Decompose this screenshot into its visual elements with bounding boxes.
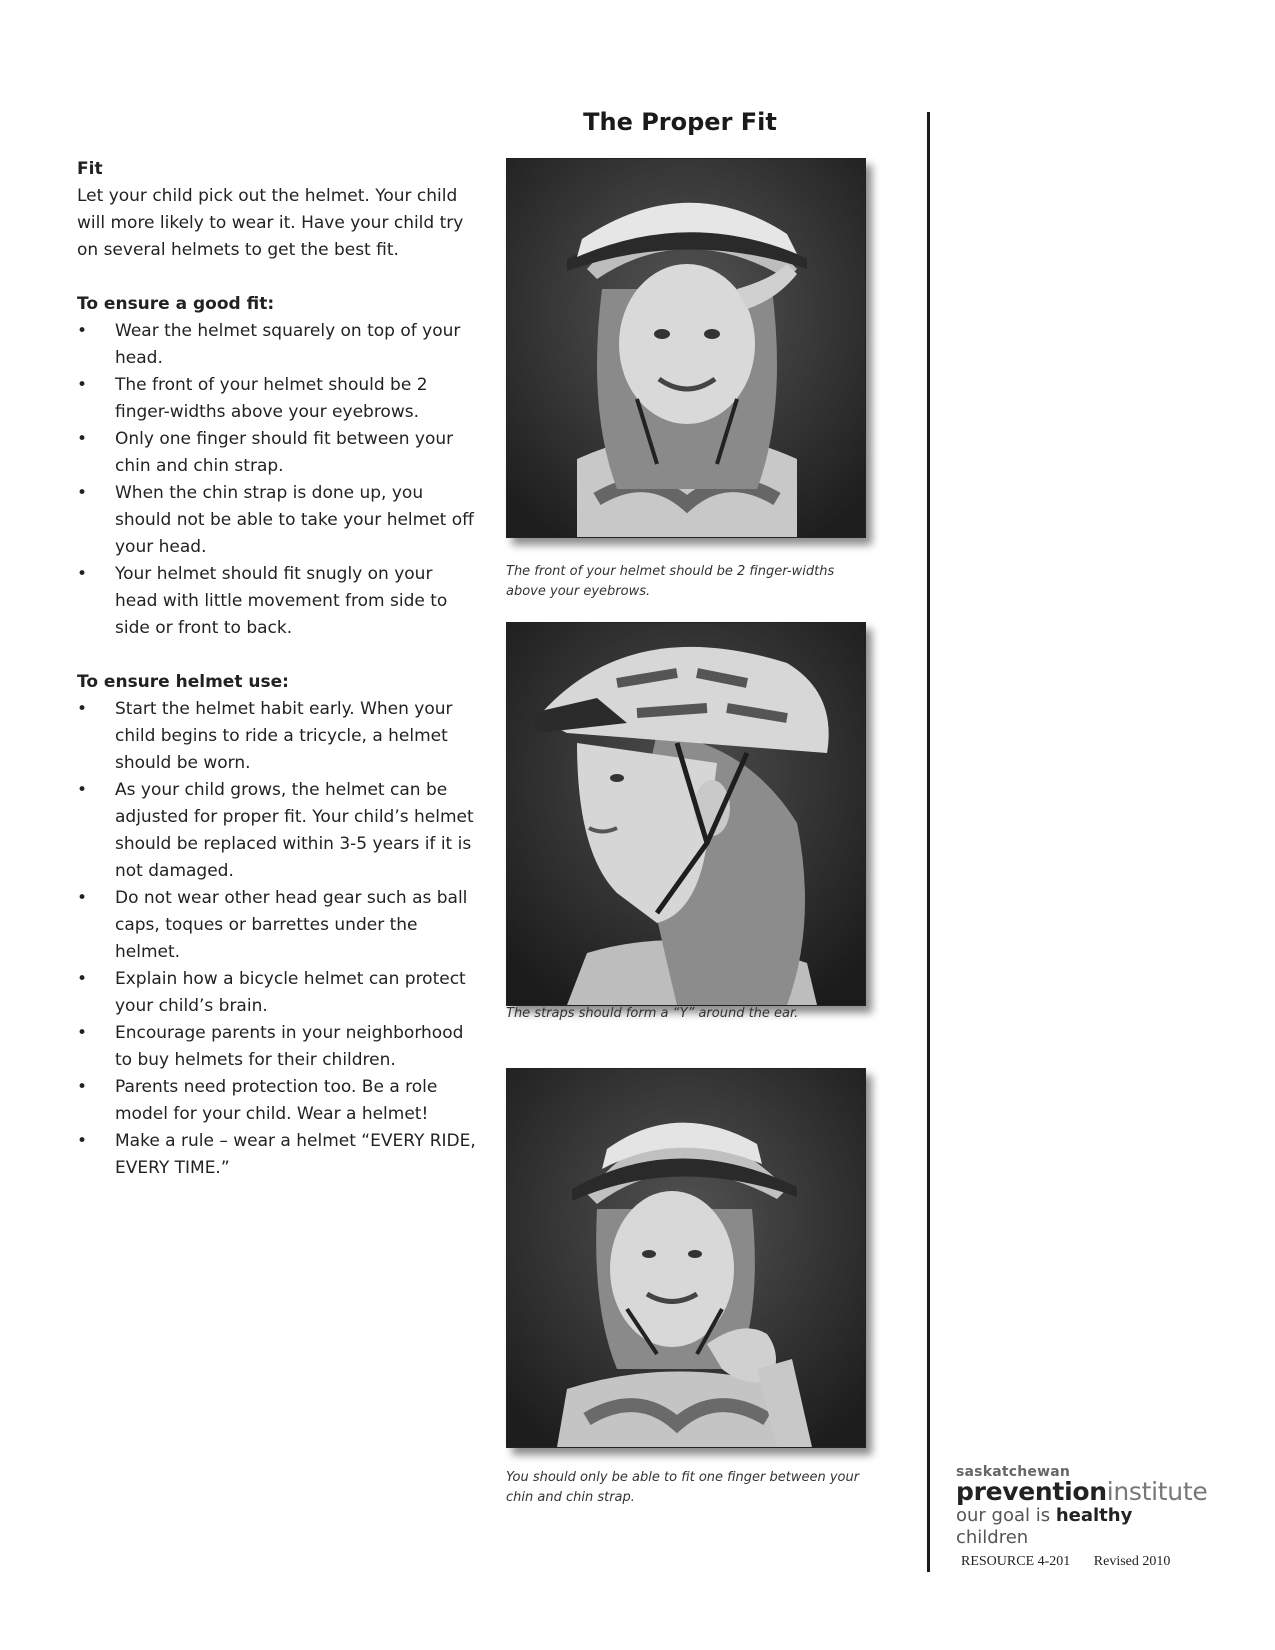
list-item: • The front of your helmet should be 2 finger-widths above your eyebrows. — [77, 372, 477, 426]
resource-number: RESOURCE 4-201 — [961, 1554, 1071, 1569]
text-column — [77, 156, 477, 1182]
photo-front-view — [506, 158, 866, 538]
list-item: • Wear the helmet squarely on top of your head. — [77, 318, 477, 372]
fit-paragraph: Let your child pick out the helmet. Your child will more likely to wear it. Have your child try on several helmets to get the best fit. — [77, 186, 464, 260]
helmet-use-list — [77, 696, 477, 1182]
column-divider — [927, 112, 930, 1572]
list-item: • Your helmet should fit snugly on your head with little movement from side to side or front to back. — [77, 561, 477, 642]
fit-heading: Fit — [77, 159, 103, 179]
logo-tagline: our goal is healthy children — [956, 1505, 1133, 1548]
caption-side-view: The straps should form a “Y” around the ear. — [506, 1006, 799, 1021]
good-fit-heading: To ensure a good fit: — [77, 294, 275, 314]
page-title: The Proper Fit — [583, 108, 777, 136]
list-item: • Do not wear other head gear such as ball caps, toques or barrettes under the helmet. — [77, 885, 477, 966]
logo-top-text: saskatchewan — [956, 1464, 1071, 1480]
resource-footer — [961, 1554, 1190, 1570]
helmet-use-heading: To ensure helmet use: — [77, 672, 289, 692]
list-item: • Parents need protection too. Be a role model for your child. Wear a helmet! — [77, 1074, 477, 1128]
logo-main-text: preventioninstitute — [956, 1477, 1208, 1506]
list-item: • As your child grows, the helmet can be adjusted for proper fit. Your child’s helmet should be replaced within 3-5 years if it is not damaged. — [77, 777, 477, 885]
list-item: • When the chin strap is done up, you should not be able to take your helmet off your head. — [77, 480, 477, 561]
good-fit-list — [77, 318, 477, 642]
list-item: • Only one finger should fit between your chin and chin strap. — [77, 426, 477, 480]
photo-chin-strap — [506, 1068, 866, 1448]
caption-front-view: The front of your helmet should be 2 finger-widths above your eyebrows. — [506, 564, 835, 599]
revised-date: Revised 2010 — [1093, 1554, 1171, 1569]
list-item: • Make a rule – wear a helmet “EVERY RIDE, EVERY TIME.” — [77, 1128, 477, 1182]
list-item: • Encourage parents in your neighborhood to buy helmets for their children. — [77, 1020, 477, 1074]
list-item: • Start the helmet habit early. When your child begins to ride a tricycle, a helmet should be worn. — [77, 696, 477, 777]
caption-chin-strap: You should only be able to fit one finger between your chin and chin strap. — [506, 1470, 860, 1505]
list-item: • Explain how a bicycle helmet can protect your child’s brain. — [77, 966, 477, 1020]
organization-logo — [956, 1465, 1206, 1549]
photo-side-view — [506, 622, 866, 1006]
